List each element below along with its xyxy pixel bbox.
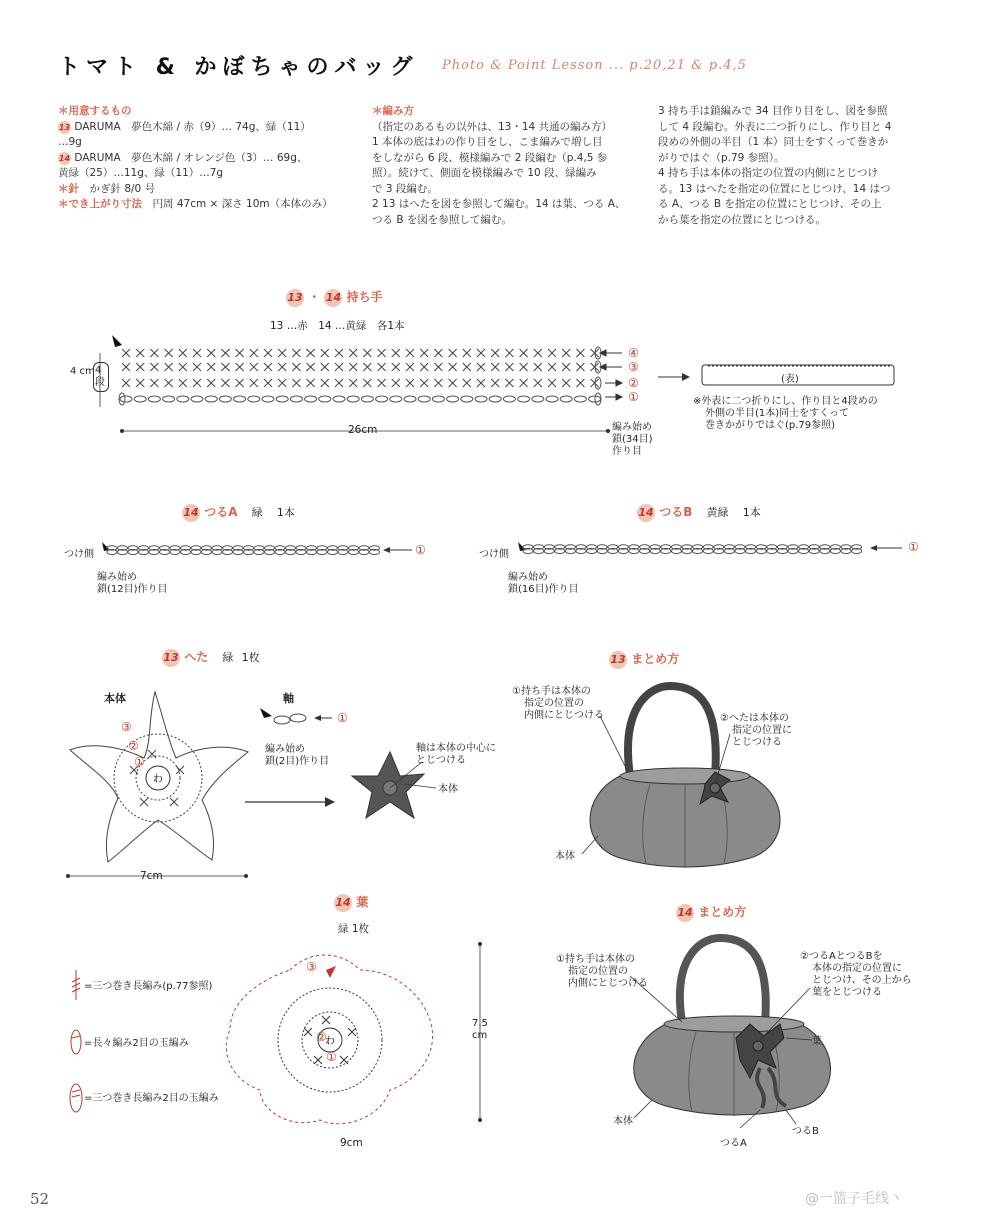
page-number: 52 xyxy=(30,1190,50,1208)
materials-column xyxy=(58,104,358,213)
size-heading: ＊でき上がり寸法 xyxy=(58,198,142,210)
vine-b-start-note: 編み始め 鎖(16目)作り目 xyxy=(508,572,579,595)
assembly-14-note-1: ①持ち手は本体の 指定の位置の 内側にとじつける xyxy=(556,954,648,989)
leaf-height-label: 7.5 cm xyxy=(472,1018,488,1041)
legend-item-2: =長々編み2目の玉編み xyxy=(84,1038,189,1049)
calyx-width-label: 7cm xyxy=(140,870,163,882)
badge-14: 14 xyxy=(637,504,655,522)
method-line: （指定のあるもの以外は、13・14 共通の編み方） xyxy=(372,120,613,133)
method-line: 1 本体の底はわの作り目をし、こま編みで増し目 xyxy=(372,136,603,148)
leaf-title: 葉 xyxy=(356,895,369,909)
method-line: 4 持ち手は本体の指定の位置の内側にとじつけ xyxy=(658,167,879,179)
arrow-left-icon xyxy=(870,545,877,551)
badge-13: 13 xyxy=(58,122,71,132)
arrow-left-icon xyxy=(314,715,321,721)
vine-b-row-label: ① xyxy=(908,540,919,554)
axis-start-note: 編み始め 鎖(2目)作り目 xyxy=(265,744,330,767)
needle-heading: ＊針 xyxy=(58,182,79,195)
leaf-heading xyxy=(334,893,368,912)
legend-symbols xyxy=(70,970,82,1112)
method-line: で 3 段編む。 xyxy=(372,182,438,195)
method-line: 照）。続けて、側面を模様編みで 10 段、緑編み xyxy=(372,167,597,179)
bag-handle xyxy=(628,686,716,776)
calyx-body-note: 本体 xyxy=(438,784,458,795)
handle-width-label: 26cm xyxy=(348,424,378,436)
badge-13: 13 xyxy=(286,289,304,307)
materials-line: DARUMA 夢色木綿 / オレンジ色（3）… 69g、 xyxy=(74,151,308,164)
bag-handle xyxy=(680,938,766,1022)
handle-start-note: 編み始め 鎖(34目) 作り目 xyxy=(612,422,653,457)
assembly-13-note-1: ①持ち手は本体の 指定の位置の 内側にとじつける xyxy=(512,686,604,721)
materials-heading: ＊用意するもの xyxy=(58,105,132,117)
folded-note: ※外表に二つ折りにし、作り目と4段めの 外側の半目(1本)同士をすくって 巻きかがりではぐ(p.79参照) xyxy=(693,396,878,431)
vine-a-title: つるA xyxy=(204,505,238,519)
handle-rows-label: 4 段 xyxy=(93,362,109,392)
vine-a-color: 緑 xyxy=(251,506,263,519)
page-title: トマト & かぼちゃのバッグ xyxy=(58,55,419,80)
handle-title: 持ち手 xyxy=(346,290,383,304)
bag-13-body-label: 本体 xyxy=(555,851,575,862)
method-heading: ＊編み方 xyxy=(372,105,414,117)
calyx-color: 緑 xyxy=(222,651,234,664)
badge-14: 14 xyxy=(182,504,200,522)
vine-b-attach-label: つけ側 xyxy=(479,549,509,560)
badge-14: 14 xyxy=(324,289,342,307)
start-marker-icon xyxy=(112,335,122,347)
calyx-body-label: 本体 xyxy=(104,692,126,705)
method-line: をしながら 6 段、模様編みで 2 段編む（p.4,5 参 xyxy=(372,151,608,164)
vine-a-start-note: 編み始め 鎖(12目)作り目 xyxy=(97,572,168,595)
handle-yarn: 13 …赤 14 …黄緑 各1本 xyxy=(270,320,405,332)
calyx-title: へた xyxy=(184,650,209,664)
calyx-row-1: ① xyxy=(134,755,145,769)
assembly-13-heading xyxy=(609,650,679,669)
leaf-ring-label: わ xyxy=(325,1036,335,1047)
axis-row-1: ① xyxy=(337,711,348,725)
calyx-heading xyxy=(162,648,260,667)
assembly-13-title: まとめ方 xyxy=(631,652,680,666)
leaf-sub: 緑 1枚 xyxy=(338,923,370,935)
vine-a-row-label: ① xyxy=(415,543,426,557)
start-marker-icon xyxy=(326,966,336,978)
vine-b-heading xyxy=(637,503,761,522)
calyx-count: 1枚 xyxy=(241,651,260,664)
legend-item-1: =三つ巻き長編み(p.77参照) xyxy=(84,981,213,992)
assembly-14-title: まとめ方 xyxy=(698,905,747,919)
materials-line: …9g xyxy=(58,136,82,148)
assembly-14-heading xyxy=(676,903,746,922)
row-3-label: ③ xyxy=(628,360,639,374)
calyx-chart xyxy=(60,680,500,890)
folded-face-label: (表) xyxy=(781,374,799,385)
calyx-axis-label: 軸 xyxy=(283,692,294,705)
legend-item-3: =三つ巻き長編み2目の玉編み xyxy=(84,1093,219,1104)
row-1-label: ① xyxy=(628,390,639,404)
method-line: 段めの外側の半目（1 本）同士をすくって巻きか xyxy=(658,136,889,148)
method-column xyxy=(372,104,652,228)
materials-line: 黄緑（25）…11g、緑（11）…7g xyxy=(58,167,224,179)
badge-13: 13 xyxy=(162,649,180,667)
method-line: る。13 はへたを指定の位置にとじつけ、14 はつ xyxy=(658,182,891,195)
vine-a-heading xyxy=(182,503,295,522)
materials-line: DARUMA 夢色木綿 / 赤（9）… 74g、緑（11） xyxy=(74,120,311,133)
bag-14-body-label: 本体 xyxy=(613,1116,633,1127)
row-2-label: ② xyxy=(628,376,639,390)
leaf-width-label: 9cm xyxy=(340,1137,363,1149)
method-line: して 4 段編む。外表に二つ折りにし、作り目と 4 xyxy=(658,120,892,133)
bag-body xyxy=(634,1024,831,1115)
badge-14: 14 xyxy=(58,153,71,163)
assembly-13-note-2: ②へたは本体の 指定の位置に とじつける xyxy=(720,713,792,748)
arrow-right-icon xyxy=(325,797,335,807)
badge-14: 14 xyxy=(334,894,352,912)
method-line: つる B を図を参照して編む。 xyxy=(372,213,512,226)
calyx-row-3: ③ xyxy=(121,720,132,734)
bag-14-leaf-label: 葉 xyxy=(812,1036,822,1047)
size-value: 円周 47cm × 深さ 10m（本体のみ） xyxy=(152,198,333,210)
method-line: から葉を指定の位置にとじつける。 xyxy=(658,213,826,226)
handle-heading xyxy=(286,288,383,307)
badge-13: 13 xyxy=(609,651,627,669)
bag-14-vine-a-label: つるA xyxy=(720,1138,747,1149)
start-marker-icon xyxy=(518,542,526,551)
needle-value: かぎ針 8/0 号 xyxy=(89,182,156,195)
vine-b-count: 1本 xyxy=(742,506,761,519)
page-subtitle: Photo & Point Lesson ... p.20,21 & p.4,5 xyxy=(442,58,747,73)
vine-b-chart xyxy=(470,538,930,568)
badge-14: 14 xyxy=(676,904,694,922)
vine-a-count: 1本 xyxy=(276,506,295,519)
method-line: がりではぐ（p.79 参照）。 xyxy=(658,151,785,164)
vine-b-title: つるB xyxy=(659,505,693,519)
watermark: @一篮子毛线丶 xyxy=(805,1191,903,1207)
vine-a-attach-label: つけ側 xyxy=(64,549,94,560)
calyx-ring-label: わ xyxy=(153,774,163,785)
handle-height-label: 4 cm xyxy=(70,366,95,377)
separator: ・ xyxy=(308,290,321,304)
method-column-2 xyxy=(658,104,948,228)
axis-attach-note: 軸は本体の中心に とじつける xyxy=(416,743,496,766)
arrow-left-icon xyxy=(383,547,390,553)
leaf-row-3: ③ xyxy=(306,960,317,974)
row-4-label: ④ xyxy=(628,346,639,360)
vine-a-chart xyxy=(60,538,440,568)
method-line: 3 持ち手は鎖編みで 34 目作り目をし、図を参照 xyxy=(658,105,888,117)
method-line: 2 13 はへたを図を参照して編む。14 は葉、つる A、 xyxy=(372,198,626,210)
arrow-right-icon xyxy=(682,373,690,381)
leaf-row-2: ② xyxy=(316,1030,327,1044)
bag-14-vine-b-label: つるB xyxy=(792,1126,819,1137)
method-line: る A、つる B を指定の位置にとじつけ、その上 xyxy=(658,198,882,210)
vine-b-color: 黄緑 xyxy=(706,506,729,519)
leaf-row-1: ① xyxy=(326,1050,337,1064)
calyx-row-2: ② xyxy=(128,739,139,753)
assembly-14-note-2: ②つるAとつるBを 本体の指定の位置に とじつけ、その上から 葉をとじつける xyxy=(800,951,912,998)
start-marker-icon xyxy=(260,708,272,718)
